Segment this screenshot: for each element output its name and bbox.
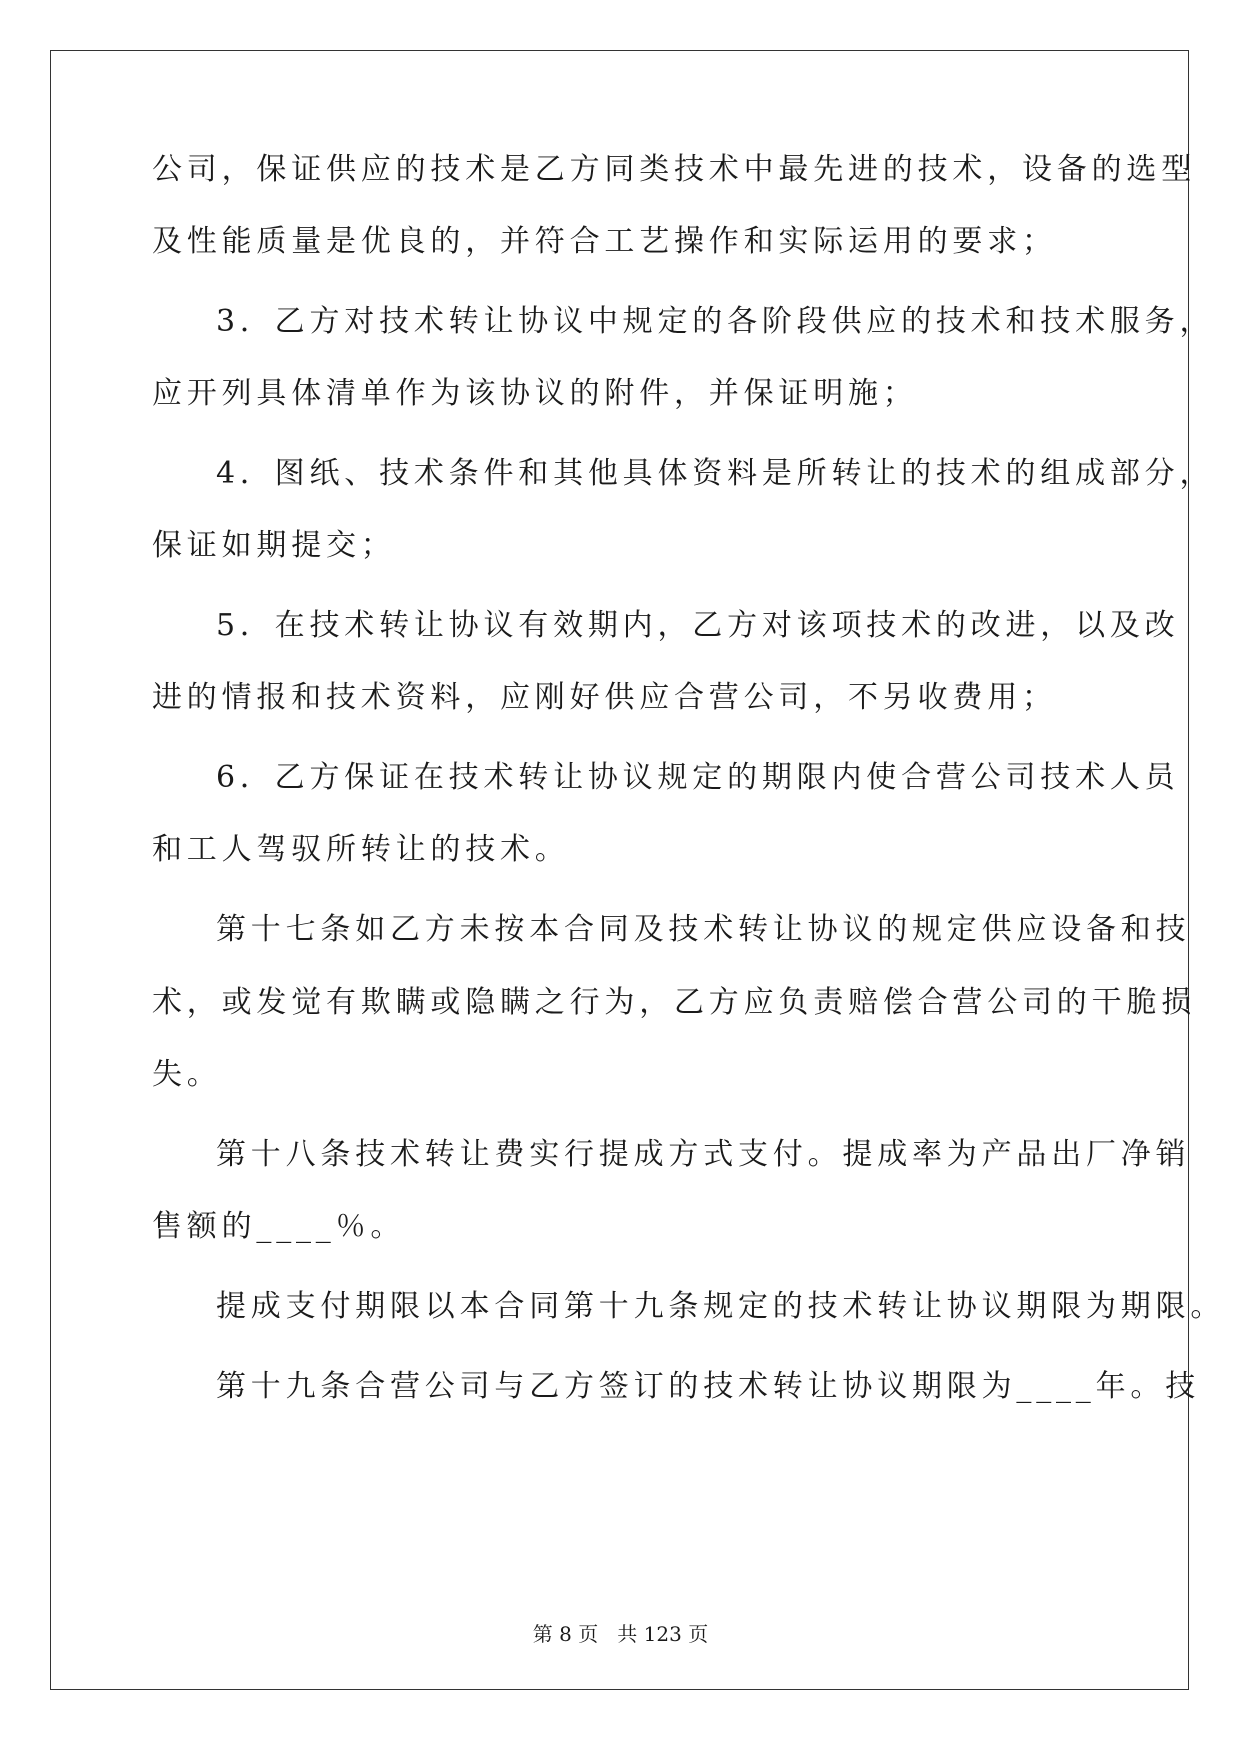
page-number-footer: 第 8 页 共 123 页 xyxy=(532,1622,709,1646)
page-frame xyxy=(50,50,1189,1690)
text-line: 失。 xyxy=(152,1057,222,1092)
text-line: 5．在技术转让协议有效期内，乙方对该项技术的改进，以及改 xyxy=(216,608,1180,643)
text-line: 第十九条合营公司与乙方签订的技术转让协议期限为____年。技 xyxy=(216,1369,1200,1404)
text-line: 保证如期提交； xyxy=(152,528,396,563)
text-line: 4．图纸、技术条件和其他具体资料是所转让的技术的组成部分， xyxy=(216,456,1215,491)
text-line: 第十八条技术转让费实行提成方式支付。提成率为产品出厂净销 xyxy=(216,1137,1191,1172)
text-line: 进的情报和技术资料，应刚好供应合营公司，不另收费用； xyxy=(152,680,1057,715)
text-line: 3．乙方对技术转让协议中规定的各阶段供应的技术和技术服务， xyxy=(216,304,1215,339)
text-line: 第十七条如乙方未按本合同及技术转让协议的规定供应设备和技 xyxy=(216,912,1191,947)
text-line: 提成支付期限以本合同第十九条规定的技术转让协议期限为期限。 xyxy=(216,1289,1226,1324)
text-line: 售额的____％。 xyxy=(152,1209,406,1244)
text-line: 术，或发觉有欺瞒或隐瞒之行为，乙方应负责赔偿合营公司的干脆损 xyxy=(152,985,1196,1020)
text-line: 公司，保证供应的技术是乙方同类技术中最先进的技术，设备的选型 xyxy=(152,152,1196,187)
text-line: 及性能质量是优良的，并符合工艺操作和实际运用的要求； xyxy=(152,224,1057,259)
text-line: 应开列具体清单作为该协议的附件，并保证明施； xyxy=(152,376,918,411)
text-line: 6．乙方保证在技术转让协议规定的期限内使合营公司技术人员 xyxy=(216,760,1180,795)
text-line: 和工人驾驭所转让的技术。 xyxy=(152,832,570,867)
